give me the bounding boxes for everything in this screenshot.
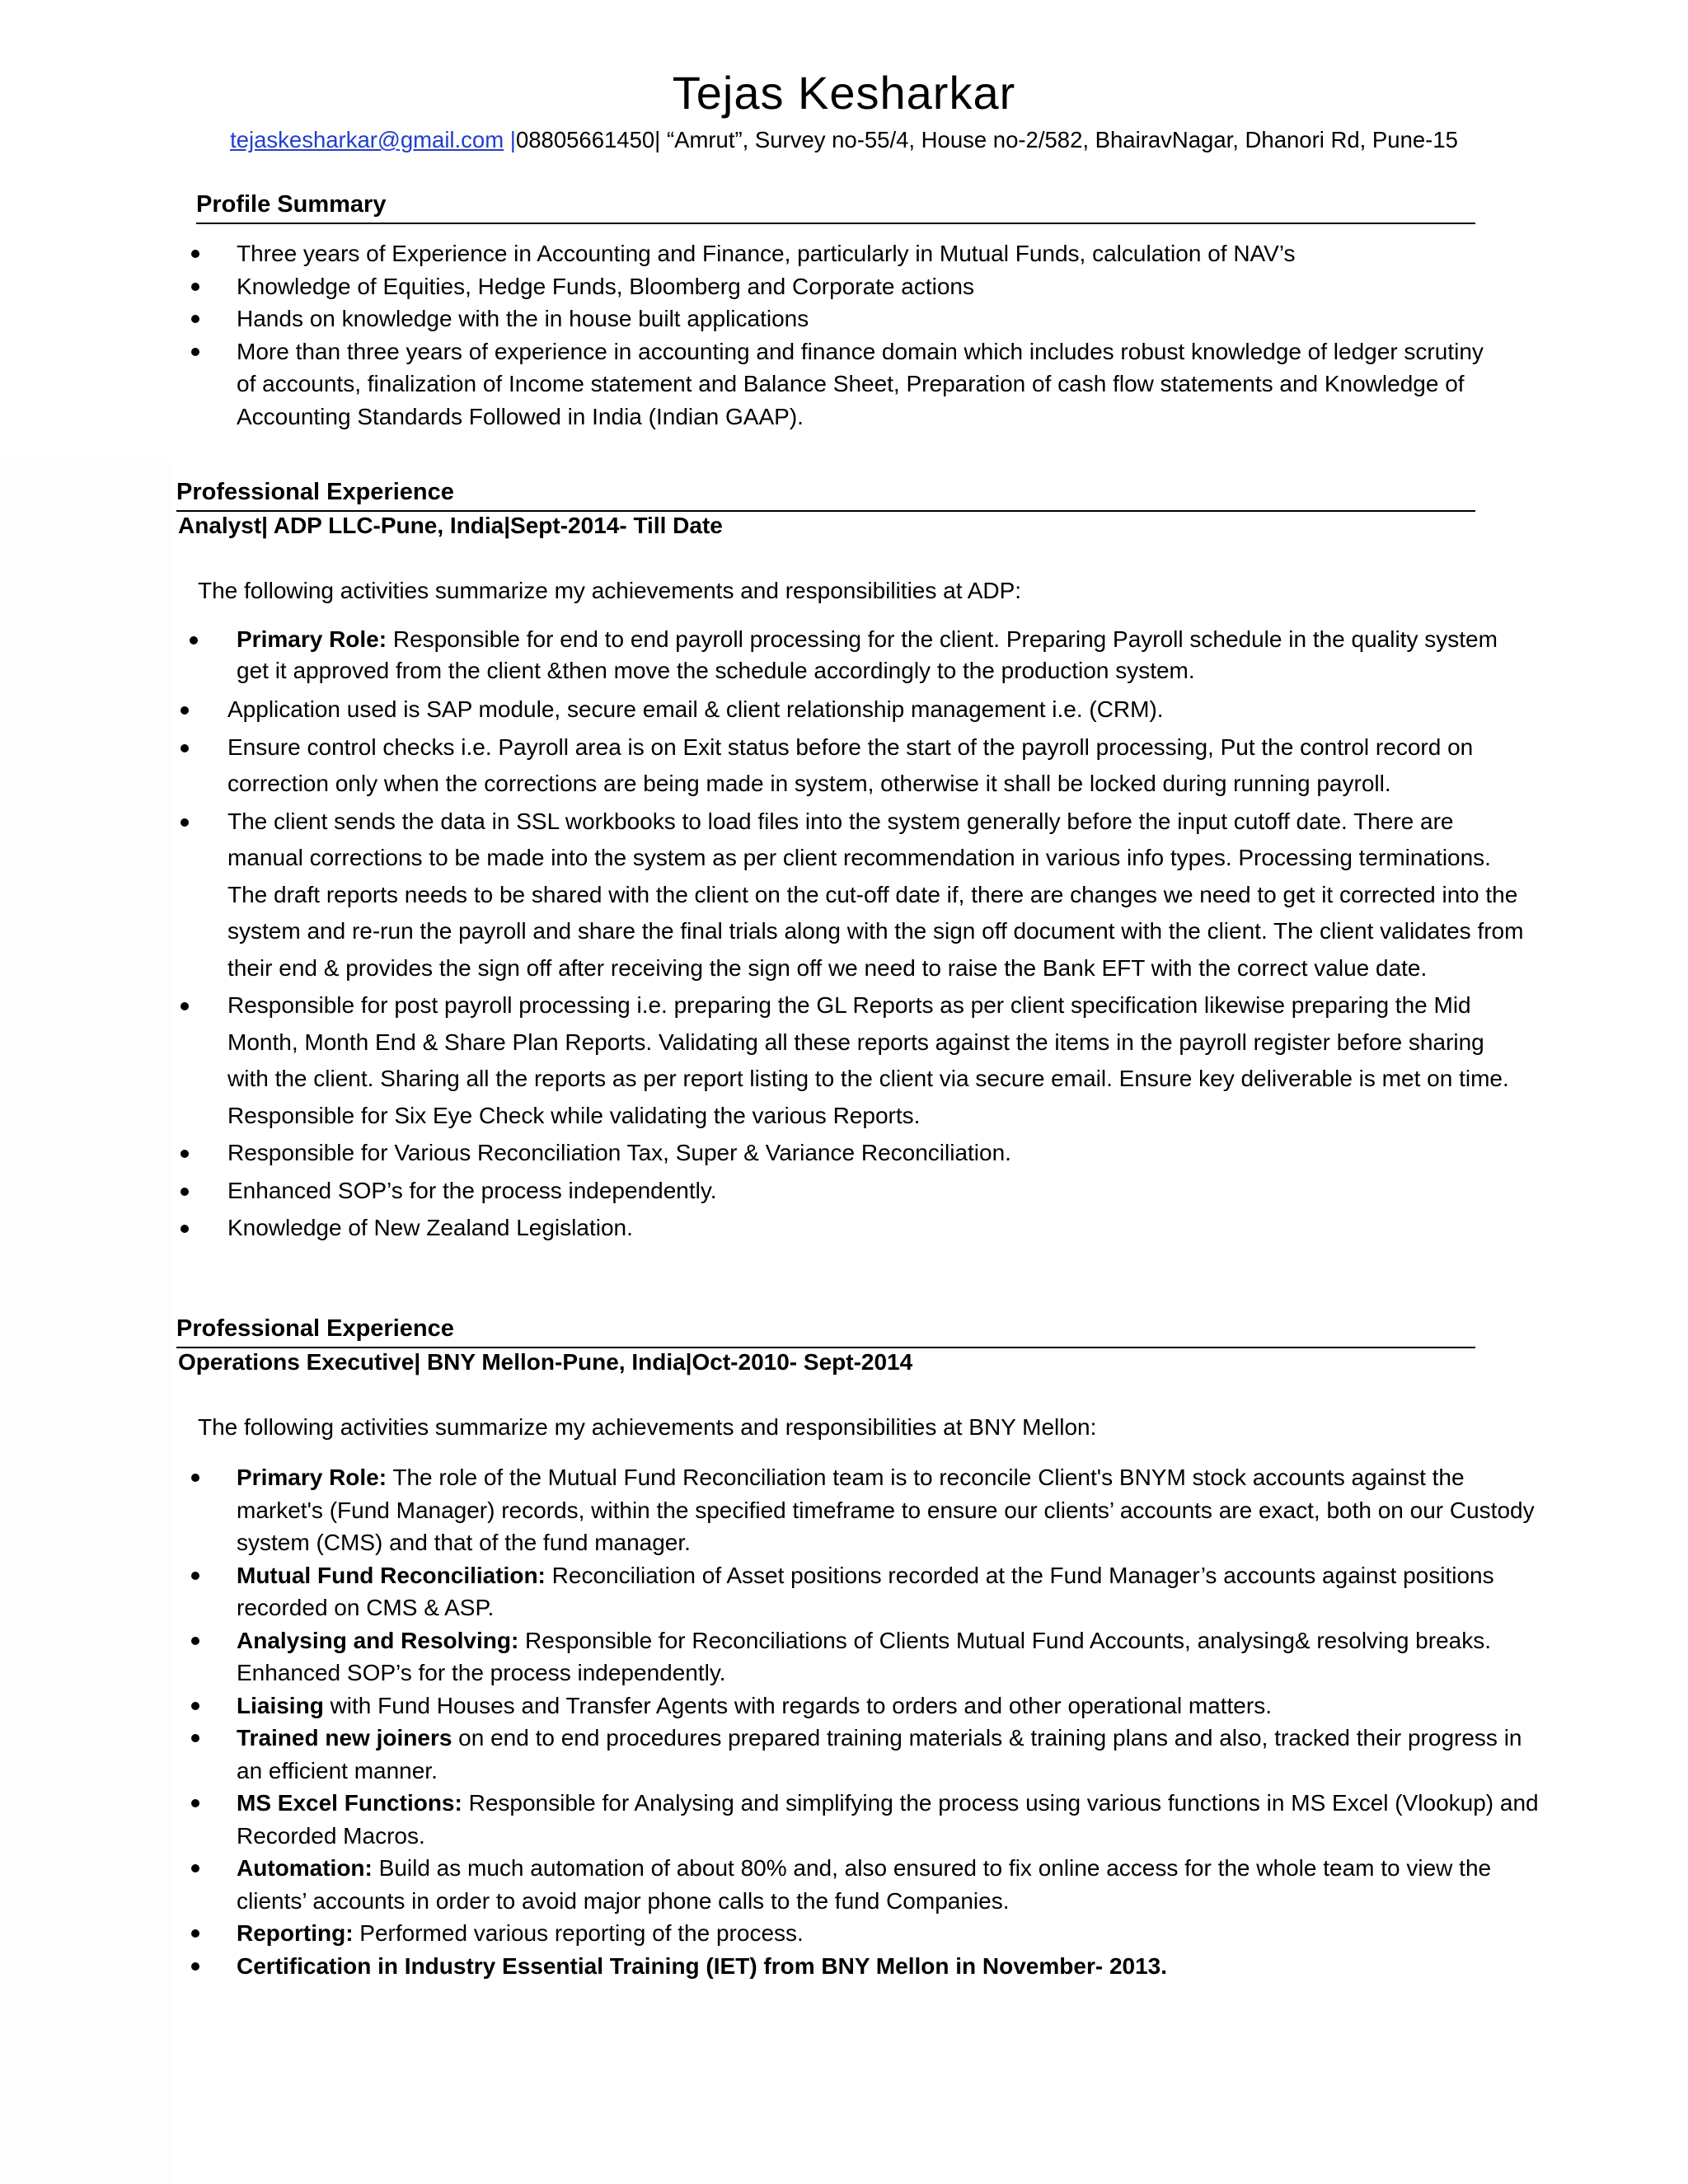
list-item-text: More than three years of experience in accounting and finance domain which includes robust knowledge of ledger scrutiny of accounts, finalization of Income statement and Balance Sheet, Preparation of cash flow statements and Knowledge of Accounting Standards Followed in India (Indian GAAP). bbox=[237, 338, 1484, 429]
bullet-icon bbox=[191, 250, 199, 258]
list-item-text: Hands on knowledge with the in house built applications bbox=[237, 306, 809, 331]
list-item-label: Liaising bbox=[237, 1692, 324, 1718]
list-item-text: The role of the Mutual Fund Reconciliation team is to reconcile Client's BNYM stock accounts against the market's (Fund Manager) records, within the specified timeframe to ensure our clients’ accounts are exact, both on our Custody system (CMS) and that of the fund manager. bbox=[237, 1465, 1535, 1555]
bullet-icon bbox=[181, 1150, 189, 1158]
contact-details: 08805661450| “Amrut”, Survey no-55/4, House no-2/582, BhairavNagar, Dhanori Rd, Pune-15 bbox=[515, 127, 1458, 152]
bullet-icon bbox=[181, 818, 189, 827]
bullet-icon bbox=[181, 1188, 189, 1196]
list-item bbox=[237, 335, 1489, 434]
list-item-text: Responsible for Various Reconciliation Tax, Super & Variance Reconciliation. bbox=[227, 1140, 1011, 1165]
list-item bbox=[227, 729, 1530, 803]
list-item bbox=[237, 1917, 1539, 1950]
list-item bbox=[237, 1624, 1539, 1690]
list-item-label: Reporting: bbox=[237, 1920, 354, 1946]
bullet-icon bbox=[191, 1474, 199, 1482]
bullet-icon bbox=[181, 1225, 189, 1233]
list-item-text: Responsible for post payroll processing i.e. preparing the GL Reports as per client specification likewise preparing the Mid Month, Month End & Share Plan Reports. Validating all these reports against the items in the payroll register before sharing with the client. Sharing all the reports as per report listing to the client via secure email. Ensure key deliverable is met on time. Responsible for Six Eye Check while validating the various Reports. bbox=[227, 992, 1509, 1128]
list-item bbox=[237, 302, 1489, 335]
list-item-text: Ensure control checks i.e. Payroll area is on Exit status before the start of the payroll processing, Put the control record on correction only when the corrections are being made in system, otherwise it shall be locked during running payroll. bbox=[227, 733, 1474, 796]
list-item-label: Mutual Fund Reconciliation: bbox=[237, 1562, 546, 1588]
list-item bbox=[227, 804, 1530, 987]
list-item-label: Primary Role: bbox=[237, 1465, 387, 1490]
bullet-icon bbox=[181, 744, 189, 752]
bullet-icon bbox=[191, 315, 199, 323]
list-item bbox=[237, 1461, 1539, 1559]
bullet-icon bbox=[191, 1799, 199, 1807]
candidate-name: Tejas Kesharkar bbox=[672, 67, 1016, 119]
contact-separator: | bbox=[509, 127, 516, 152]
list-item bbox=[227, 1173, 1530, 1210]
list-item-text: Responsible for Analysing and simplifying the process using various functions in MS Excel (Vlookup) and Recorded Macros. bbox=[237, 1790, 1539, 1849]
list-item-text: Three years of Experience in Accounting and Finance, particularly in Mutual Funds, calculation of NAV’s bbox=[237, 241, 1296, 266]
list-item-label: MS Excel Functions: bbox=[237, 1790, 462, 1816]
adp-responsibilities-list bbox=[227, 624, 1530, 1248]
list-item bbox=[227, 1135, 1530, 1172]
list-item-text: Application used is SAP module, secure email & client relationship management i.e. (CRM). bbox=[227, 696, 1164, 722]
bullet-icon bbox=[191, 1637, 199, 1645]
list-item-text: Enhanced SOP’s for the process independently. bbox=[227, 1177, 717, 1203]
list-item-text: on end to end procedures prepared training materials & training plans and also, tracked their progress in an efficient manner. bbox=[237, 1725, 1522, 1783]
list-item bbox=[237, 1690, 1539, 1722]
list-item-text: The client sends the data in SSL workbooks to load files into the system generally before the input cutoff date. There are manual corrections to be made into the system as per client recommendation in various info types. Processing terminations. The draft reports needs to be shared with the client on the cut-off date if, there are changes we need to get it corrected into the system and re-run the payroll and share the final trials along with the sign off document with the client. The client validates from their end & provides the sign off after receiving the sign off we need to raise the Bank EFT with the correct value date. bbox=[227, 808, 1524, 981]
profile-summary-rule bbox=[196, 223, 1475, 224]
contact-line bbox=[0, 124, 1688, 157]
list-item bbox=[237, 270, 1489, 303]
list-item-text: Performed various reporting of the process. bbox=[353, 1920, 804, 1946]
bny-intro-text: The following activities summarize my achievements and responsibilities at BNY Mellon: bbox=[198, 1414, 1097, 1440]
bny-experience-heading: Professional Experience bbox=[176, 1315, 454, 1342]
bullet-icon bbox=[191, 348, 199, 356]
list-item bbox=[227, 1210, 1530, 1247]
list-item bbox=[237, 1722, 1539, 1787]
list-item bbox=[237, 1787, 1539, 1852]
list-item-text: Knowledge of Equities, Hedge Funds, Bloomberg and Corporate actions bbox=[237, 273, 974, 299]
bullet-icon bbox=[191, 1734, 199, 1742]
bullet-icon bbox=[191, 1864, 199, 1872]
bullet-icon bbox=[191, 283, 199, 291]
list-item bbox=[237, 1950, 1539, 1983]
list-item-label: Certification in Industry Essential Training (IET) from BNY Mellon in November- 2013. bbox=[237, 1952, 1168, 1979]
bullet-icon bbox=[191, 1702, 199, 1710]
list-item bbox=[227, 987, 1530, 1134]
bny-role-title: Operations Executive| BNY Mellon-Pune, India|Oct-2010- Sept-2014 bbox=[178, 1349, 913, 1375]
bny-responsibilities-list bbox=[237, 1461, 1539, 1982]
list-item bbox=[227, 624, 1530, 687]
list-item-label: Analysing and Resolving: bbox=[237, 1627, 519, 1653]
bullet-icon bbox=[191, 1962, 199, 1971]
list-item-text: Responsible for end to end payroll processing for the client. Preparing Payroll schedule in the quality system get it approved from the client &then move the schedule accordingly to the production system. bbox=[237, 626, 1498, 683]
adp-experience-heading: Professional Experience bbox=[176, 479, 454, 505]
profile-summary-heading: Profile Summary bbox=[196, 191, 387, 218]
bullet-icon bbox=[190, 636, 198, 644]
bullet-icon bbox=[181, 706, 189, 715]
adp-intro-text: The following activities summarize my achievements and responsibilities at ADP: bbox=[198, 578, 1022, 603]
bullet-icon bbox=[181, 1002, 189, 1010]
bullet-icon bbox=[191, 1572, 199, 1580]
list-item bbox=[237, 1852, 1539, 1917]
list-item-text: with Fund Houses and Transfer Agents with regards to orders and other operational matters. bbox=[323, 1692, 1272, 1718]
list-item-text: Build as much automation of about 80% and, also ensured to fix online access for the whole team to view the clients’ accounts in order to avoid major phone calls to the fund Companies. bbox=[237, 1855, 1492, 1914]
list-item-label: Primary Role: bbox=[237, 626, 387, 652]
email-link[interactable]: tejaskesharkar@gmail.com bbox=[230, 127, 504, 152]
list-item-text: Responsible for Reconciliations of Clients Mutual Fund Accounts, analysing& resolving breaks. Enhanced SOP’s for the process independently. bbox=[237, 1627, 1491, 1685]
profile-summary-list bbox=[237, 237, 1489, 433]
list-item-text: Reconciliation of Asset positions recorded at the Fund Manager’s accounts against positions recorded on CMS & ASP. bbox=[237, 1562, 1494, 1620]
list-item bbox=[237, 1559, 1539, 1624]
list-item bbox=[227, 691, 1530, 729]
adp-role-title: Analyst| ADP LLC-Pune, India|Sept-2014- Till Date bbox=[178, 513, 723, 538]
list-item-text: Knowledge of New Zealand Legislation. bbox=[227, 1215, 633, 1240]
list-item bbox=[237, 237, 1489, 270]
list-item-label: Trained new joiners bbox=[237, 1725, 452, 1750]
bullet-icon bbox=[191, 1929, 199, 1938]
list-item-label: Automation: bbox=[237, 1855, 373, 1881]
